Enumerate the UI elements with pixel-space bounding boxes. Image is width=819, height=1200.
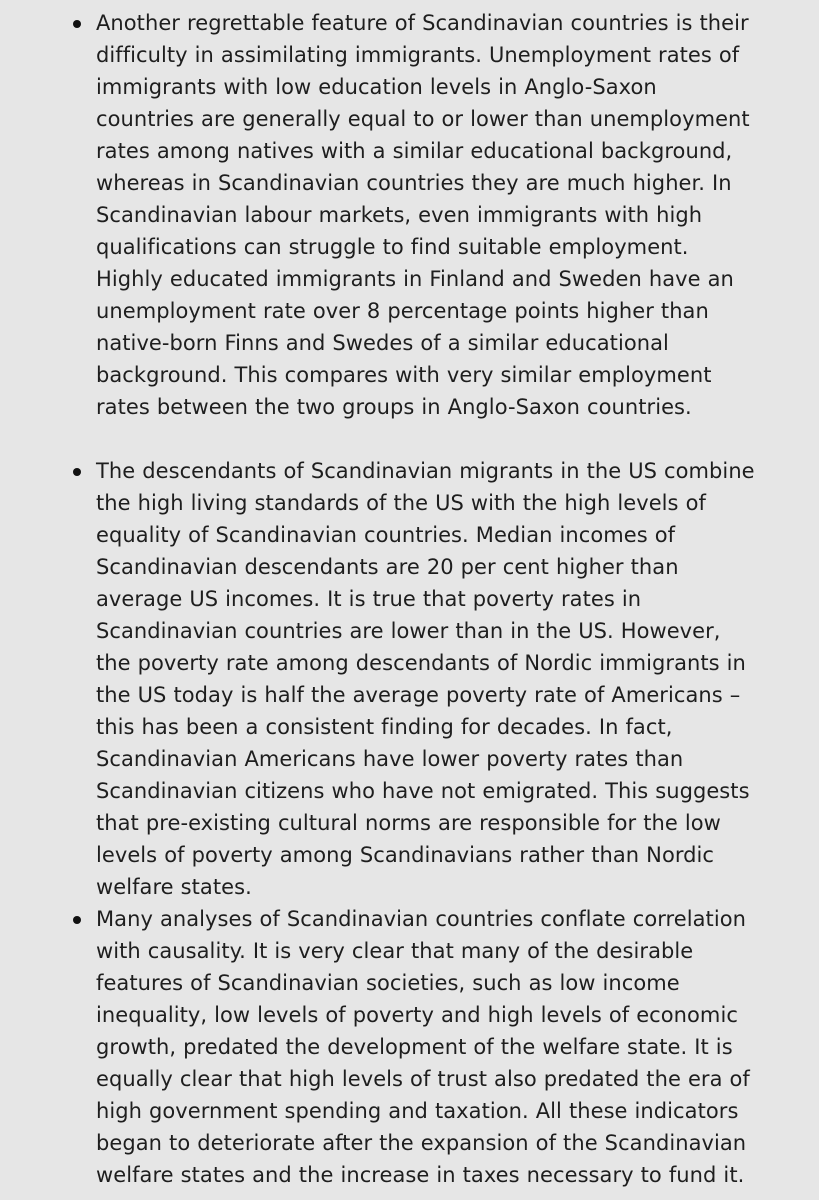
bullet-icon xyxy=(73,20,81,28)
bullet-text: Many analyses of Scandinavian countries conflate correlation with causality. It is very clear that many of the desirable features of Scandinavian societies, such as low income inequality, low levels of poverty and high levels of economic growth, predated the development of the welfare state. It is equally clear that high levels of trust also predated the era of high government spending and taxation. All these indicators began to deteriorate after the expansion of the Scandinavian welfare states and the increase in taxes necessary to fund it. xyxy=(96,907,750,1187)
bullet-icon xyxy=(73,916,81,924)
list-item xyxy=(96,7,760,423)
bullet-text: Another regrettable feature of Scandinavian countries is their difficulty in assimilating immigrants. Unemployment rates of immigrants with low education levels in Anglo-Saxon countries are generally equal to or lower than unemployment rates among natives with a similar educational background, whereas in Scandinavian countries they are much higher. In Scandinavian labour markets, even immigrants with high qualifications can struggle to find suitable employment. Highly educated immigrants in Finland and Sweden have an unemployment rate over 8 percentage points higher than native-born Finns and Swedes of a similar educational background. This compares with very similar employment rates between the two groups in Anglo-Saxon countries. xyxy=(96,11,750,419)
bullet-text: The descendants of Scandinavian migrants in the US combine the high living standards of the US with the high levels of equality of Scandinavian countries. Median incomes of Scandinavian descendants are 20 per cent higher than average US incomes. It is true that poverty rates in Scandinavian countries are lower than in the US. However, the poverty rate among descendants of Nordic immigrants in the US today is half the average poverty rate of Americans – this has been a consistent finding for decades. In fact, Scandinavian Americans have lower poverty rates than Scandinavian citizens who have not emigrated. This suggests that pre-existing cultural norms are responsible for the low levels of poverty among Scandinavians rather than Nordic welfare states. xyxy=(96,459,755,899)
list-item xyxy=(96,455,760,903)
bullet-icon xyxy=(73,468,81,476)
list-item xyxy=(96,903,760,1191)
